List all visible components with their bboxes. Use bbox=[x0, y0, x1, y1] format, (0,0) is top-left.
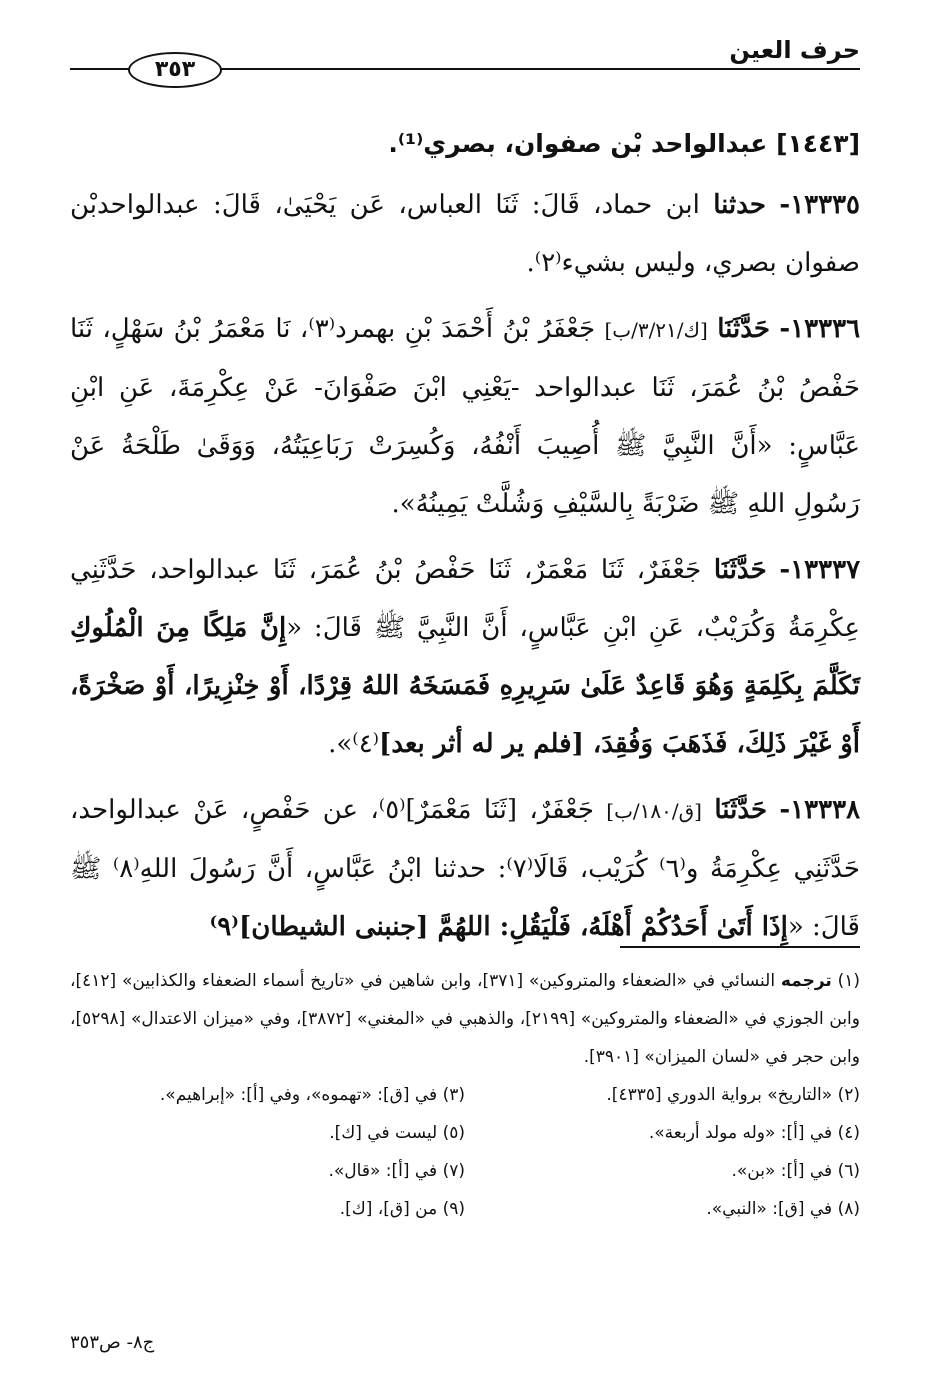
hadith-number: ١٣٣٣٥- bbox=[779, 190, 861, 220]
footnote-row bbox=[70, 1076, 860, 1114]
footnote-keyword: ترجمه bbox=[780, 971, 832, 991]
hadith-text-end: ⁽٤⁾». bbox=[328, 729, 380, 759]
hadith-matn: إِنَّ مَلِكًا مِنَ الْمُلُوكِ تَكَلَّمَ بِكَلِمَةٍ وَهُوَ قَاعِدٌ عَلَىٰ سَرِيرِهِ فَمَسَخَهُ اللهُ قِرْدًا، أَوْ خِنْزِيرًا، أَوْ صَخْرَةً، أَوْ غَيْرَ ذَلِكَ، فَذَهَبَ وَفُقِدَ، [فلم ير له أثر بعد] bbox=[70, 613, 860, 759]
main-text bbox=[70, 122, 860, 964]
footnote-5: (٥) ليست في [ك]. bbox=[329, 1123, 465, 1143]
hadith-text: ابن حماد، قَالَ: ثَنَا العباس، عَن يَحْيَىٰ، قَالَ: عبدالواحدبْن صفوان بصري، وليس بشيء⁽٢⁾. bbox=[70, 190, 860, 278]
tahdith-word: حَدَّثَنَا bbox=[717, 314, 770, 344]
manuscript-ref: [ك/٣/٢١/ب] bbox=[604, 318, 708, 342]
footnotes bbox=[70, 962, 860, 1228]
hadith-text: جَعْفَرُ بْنُ أَحْمَدَ بْنِ بهمرد⁽٣⁾، نَا مَعْمَرُ بْنُ سَهْلٍ، ثَنَا حَفْصُ بْنُ عُمَرَ، ثَنَا عبدالواحد -يَعْنِي ابْنَ صَفْوَانَ- عَنْ عِكْرِمَةَ، عَنِ ابْنِ عَبَّاسٍ: «أَنَّ النَّبِيَّ ﷺ أُصِيبَ أَنْفُهُ، وَكُسِرَتْ رَبَاعِيَتُهُ، وَوَقَىٰ طَلْحَةُ عَنْ رَسُولِ اللهِ ﷺ ضَرْبَةً بِالسَّيْفِ وَشُلَّتْ يَمِينُهُ». bbox=[70, 314, 861, 519]
footnote-7: (٧) في [أ]: «قال». bbox=[328, 1161, 465, 1181]
running-head: حرف العين bbox=[729, 36, 860, 64]
footnote-3: (٣) في [ق]: «تهموه»، وفي [أ]: «إبراهيم». bbox=[159, 1085, 465, 1105]
footnote-row bbox=[70, 1190, 860, 1228]
hadith-number: ١٣٣٣٨- bbox=[779, 795, 861, 825]
hadith-13338 bbox=[70, 781, 860, 956]
tahdith-word: حَدَّثَنَا bbox=[713, 555, 767, 585]
hadith-number: ١٣٣٣٧- bbox=[779, 555, 861, 585]
manuscript-ref: [ق/١٨٠/ب] bbox=[606, 799, 702, 823]
tahdith-word: حَدَّثَنَا bbox=[714, 795, 768, 825]
footnote-8: (٨) في [ق]: «النبي». bbox=[706, 1199, 860, 1219]
page bbox=[70, 30, 860, 1360]
hadith-number: ١٣٣٣٦- bbox=[779, 314, 861, 344]
footnote-rule bbox=[620, 946, 860, 948]
hadith-13337 bbox=[70, 541, 860, 773]
hadith-13335 bbox=[70, 176, 860, 292]
footnote-row bbox=[70, 1152, 860, 1190]
page-number-oval: ٣٥٣ bbox=[128, 52, 222, 88]
footnote-row bbox=[70, 1114, 860, 1152]
footnote-9: (٩) من [ق]، [ك]. bbox=[339, 1199, 465, 1219]
footnote-2: (٢) «التاريخ» برواية الدوري [٤٣٣٥]. bbox=[606, 1085, 860, 1105]
entry-heading: [١٤٤٣] عبدالواحد بْن صفوان، بصري⁽¹⁾. bbox=[388, 129, 860, 158]
hadith-text: جَعْفَرٌ، ثَنَا مَعْمَرٌ، ثَنَا حَفْصُ بْنُ عُمَرَ، ثَنَا عبدالواحد، حَدَّثَنِي عِكْرِمَةُ وَكُرَيْبٌ، عَنِ ابْنِ عَبَّاسٍ، أَنَّ النَّبِيَّ ﷺ قَالَ: « bbox=[70, 555, 860, 643]
footnote-text: النسائي في «الضعفاء والمتروكين» [٣٧١]، وابن شاهين في «تاريخ أسماء الضعفاء والكذابين» [٤١٢]، وابن الجوزي في «الضعفاء والمتروكين» [٢١٩٩]، والذهبي في «المغني» [٣٨٧٢]، وفي «ميزان الاعتدال» [٥٢٩٨]، وابن حجر في «لسان الميزان» [٣٩٠١]. bbox=[70, 971, 860, 1067]
tahdith-word: حدثنا bbox=[713, 190, 766, 220]
footnote-1 bbox=[70, 962, 860, 1076]
hadith-matn: إِذَا أَتَىٰ أَحَدُكُمْ أَهْلَهُ، فَلْيَقُلِ: اللهُمَّ [جنبنى الشيطان]⁽٩⁾ bbox=[209, 912, 788, 942]
hadith-text: جَعْفَرٌ، [ثَنَا مَعْمَرٌ]⁽٥⁾، عن حَفْصٍ، عَنْ عبدالواحد، حَدَّثَنِي عِكْرِمَةُ و⁽٦⁾ كُرَيْب، قَالَا⁽٧⁾: حدثنا ابْنُ عَبَّاسٍ، أَنَّ رَسُولَ اللهِ⁽٨⁾ ﷺ قَالَ: « bbox=[70, 795, 860, 942]
footnote-marker: (١) bbox=[837, 971, 861, 991]
volume-page-ref: ج٨- ص٣٥٣ bbox=[70, 1332, 155, 1353]
hadith-13336 bbox=[70, 300, 860, 533]
footnote-4: (٤) في [أ]: «وله مولد أربعة». bbox=[648, 1123, 860, 1143]
footnote-6: (٦) في [أ]: «بن». bbox=[731, 1161, 860, 1181]
